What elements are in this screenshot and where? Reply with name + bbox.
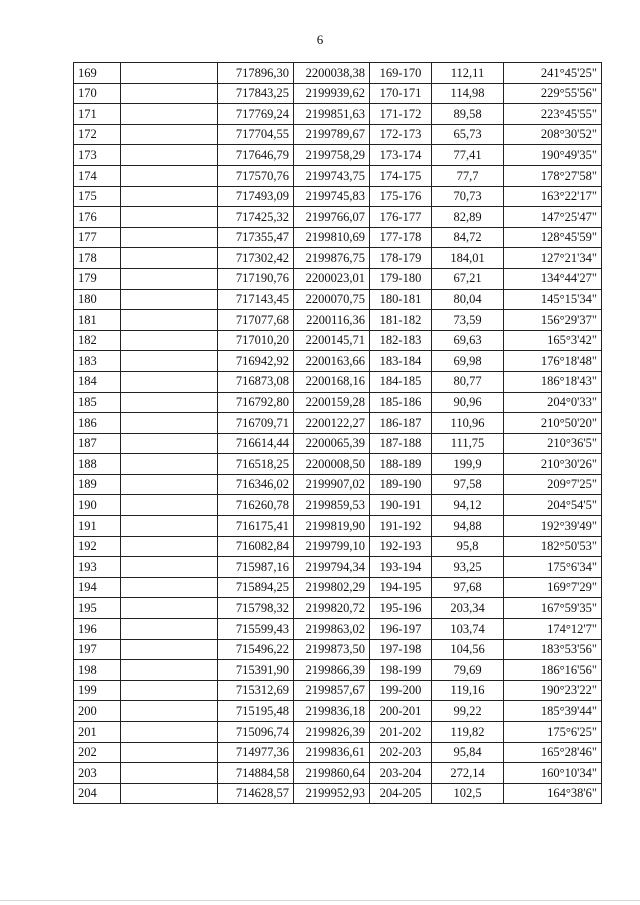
table-row	[74, 227, 602, 248]
segment-cell: 180-181	[370, 289, 432, 310]
bearing-cell: 165°3'42"	[504, 330, 602, 351]
bearing-cell: 163°22'17"	[504, 186, 602, 207]
y-coordinate-cell: 2200070,75	[294, 289, 370, 310]
segment-cell: 183-184	[370, 351, 432, 372]
length-cell: 73,59	[432, 310, 504, 331]
blank-cell	[121, 371, 218, 392]
length-cell: 77,7	[432, 165, 504, 186]
x-coordinate-cell: 714884,58	[218, 763, 294, 784]
table-row	[74, 722, 602, 743]
length-cell: 272,14	[432, 763, 504, 784]
table-row	[74, 310, 602, 331]
segment-cell: 171-172	[370, 104, 432, 125]
segment-cell: 197-198	[370, 639, 432, 660]
length-cell: 89,58	[432, 104, 504, 125]
point-number-cell: 189	[74, 474, 121, 495]
x-coordinate-cell: 716792,80	[218, 392, 294, 413]
bearing-cell: 178°27'58"	[504, 165, 602, 186]
table-row	[74, 763, 602, 784]
y-coordinate-cell: 2199851,63	[294, 104, 370, 125]
bearing-cell: 169°7'29"	[504, 577, 602, 598]
blank-cell	[121, 268, 218, 289]
length-cell: 70,73	[432, 186, 504, 207]
coordinates-table	[73, 62, 602, 804]
segment-cell: 204-205	[370, 783, 432, 804]
x-coordinate-cell: 717570,76	[218, 165, 294, 186]
blank-cell	[121, 557, 218, 578]
bearing-cell: 183°53'56"	[504, 639, 602, 660]
length-cell: 119,16	[432, 680, 504, 701]
blank-cell	[121, 83, 218, 104]
bearing-cell: 192°39'49"	[504, 516, 602, 537]
length-cell: 84,72	[432, 227, 504, 248]
bearing-cell: 204°54'5"	[504, 495, 602, 516]
x-coordinate-cell: 715096,74	[218, 722, 294, 743]
blank-cell	[121, 577, 218, 598]
segment-cell: 182-183	[370, 330, 432, 351]
blank-cell	[121, 392, 218, 413]
table-row	[74, 701, 602, 722]
segment-cell: 181-182	[370, 310, 432, 331]
segment-cell: 178-179	[370, 248, 432, 269]
length-cell: 82,89	[432, 207, 504, 228]
point-number-cell: 174	[74, 165, 121, 186]
segment-cell: 202-203	[370, 742, 432, 763]
x-coordinate-cell: 717769,24	[218, 104, 294, 125]
point-number-cell: 190	[74, 495, 121, 516]
point-number-cell: 188	[74, 454, 121, 475]
segment-cell: 172-173	[370, 124, 432, 145]
x-coordinate-cell: 717896,30	[218, 63, 294, 84]
blank-cell	[121, 186, 218, 207]
point-number-cell: 181	[74, 310, 121, 331]
point-number-cell: 191	[74, 516, 121, 537]
segment-cell: 189-190	[370, 474, 432, 495]
y-coordinate-cell: 2199794,34	[294, 557, 370, 578]
blank-cell	[121, 680, 218, 701]
length-cell: 80,77	[432, 371, 504, 392]
y-coordinate-cell: 2199745,83	[294, 186, 370, 207]
blank-cell	[121, 330, 218, 351]
table-row	[74, 124, 602, 145]
bearing-cell: 128°45'59"	[504, 227, 602, 248]
y-coordinate-cell: 2199836,61	[294, 742, 370, 763]
segment-cell: 174-175	[370, 165, 432, 186]
x-coordinate-cell: 716614,44	[218, 433, 294, 454]
bearing-cell: 204°0'33"	[504, 392, 602, 413]
table-row	[74, 330, 602, 351]
bearing-cell: 176°18'48"	[504, 351, 602, 372]
table-row	[74, 104, 602, 125]
point-number-cell: 193	[74, 557, 121, 578]
x-coordinate-cell: 717355,47	[218, 227, 294, 248]
y-coordinate-cell: 2200122,27	[294, 413, 370, 434]
point-number-cell: 192	[74, 536, 121, 557]
bearing-cell: 209°7'25"	[504, 474, 602, 495]
x-coordinate-cell: 717190,76	[218, 268, 294, 289]
segment-cell: 176-177	[370, 207, 432, 228]
table-row	[74, 392, 602, 413]
y-coordinate-cell: 2199939,62	[294, 83, 370, 104]
y-coordinate-cell: 2199873,50	[294, 639, 370, 660]
blank-cell	[121, 722, 218, 743]
x-coordinate-cell: 717646,79	[218, 145, 294, 166]
bearing-cell: 223°45'55"	[504, 104, 602, 125]
table-row	[74, 207, 602, 228]
segment-cell: 198-199	[370, 660, 432, 681]
x-coordinate-cell: 715599,43	[218, 619, 294, 640]
bearing-cell: 134°44'27"	[504, 268, 602, 289]
table-row	[74, 165, 602, 186]
table-row	[74, 83, 602, 104]
y-coordinate-cell: 2199857,67	[294, 680, 370, 701]
blank-cell	[121, 660, 218, 681]
point-number-cell: 198	[74, 660, 121, 681]
segment-cell: 177-178	[370, 227, 432, 248]
bearing-cell: 210°30'26"	[504, 454, 602, 475]
table-row	[74, 186, 602, 207]
table-row	[74, 783, 602, 804]
y-coordinate-cell: 2199876,75	[294, 248, 370, 269]
table-row	[74, 289, 602, 310]
table-row	[74, 660, 602, 681]
point-number-cell: 187	[74, 433, 121, 454]
length-cell: 104,56	[432, 639, 504, 660]
table-row	[74, 536, 602, 557]
bearing-cell: 145°15'34"	[504, 289, 602, 310]
bearing-cell: 164°38'6"	[504, 783, 602, 804]
blank-cell	[121, 124, 218, 145]
bearing-cell: 127°21'34"	[504, 248, 602, 269]
y-coordinate-cell: 2199789,67	[294, 124, 370, 145]
segment-cell: 188-189	[370, 454, 432, 475]
length-cell: 95,8	[432, 536, 504, 557]
table-row	[74, 639, 602, 660]
segment-cell: 195-196	[370, 598, 432, 619]
table-row	[74, 63, 602, 84]
table-row	[74, 145, 602, 166]
segment-cell: 191-192	[370, 516, 432, 537]
y-coordinate-cell: 2199826,39	[294, 722, 370, 743]
bearing-cell: 147°25'47"	[504, 207, 602, 228]
table-row	[74, 557, 602, 578]
segment-cell: 175-176	[370, 186, 432, 207]
segment-cell: 170-171	[370, 83, 432, 104]
y-coordinate-cell: 2199859,53	[294, 495, 370, 516]
segment-cell: 192-193	[370, 536, 432, 557]
bearing-cell: 156°29'37"	[504, 310, 602, 331]
table-row	[74, 577, 602, 598]
length-cell: 97,68	[432, 577, 504, 598]
point-number-cell: 204	[74, 783, 121, 804]
point-number-cell: 201	[74, 722, 121, 743]
point-number-cell: 194	[74, 577, 121, 598]
blank-cell	[121, 783, 218, 804]
point-number-cell: 200	[74, 701, 121, 722]
x-coordinate-cell: 716518,25	[218, 454, 294, 475]
table-row	[74, 413, 602, 434]
length-cell: 114,98	[432, 83, 504, 104]
x-coordinate-cell: 716873,08	[218, 371, 294, 392]
bearing-cell: 185°39'44"	[504, 701, 602, 722]
bearing-cell: 210°50'20"	[504, 413, 602, 434]
bearing-cell: 186°16'56"	[504, 660, 602, 681]
blank-cell	[121, 495, 218, 516]
point-number-cell: 182	[74, 330, 121, 351]
length-cell: 94,12	[432, 495, 504, 516]
blank-cell	[121, 516, 218, 537]
length-cell: 102,5	[432, 783, 504, 804]
segment-cell: 196-197	[370, 619, 432, 640]
point-number-cell: 176	[74, 207, 121, 228]
length-cell: 93,25	[432, 557, 504, 578]
x-coordinate-cell: 717425,32	[218, 207, 294, 228]
segment-cell: 184-185	[370, 371, 432, 392]
y-coordinate-cell: 2199810,69	[294, 227, 370, 248]
length-cell: 69,63	[432, 330, 504, 351]
length-cell: 112,11	[432, 63, 504, 84]
x-coordinate-cell: 716260,78	[218, 495, 294, 516]
x-coordinate-cell: 717143,45	[218, 289, 294, 310]
x-coordinate-cell: 715496,22	[218, 639, 294, 660]
x-coordinate-cell: 716709,71	[218, 413, 294, 434]
y-coordinate-cell: 2199836,18	[294, 701, 370, 722]
segment-cell: 193-194	[370, 557, 432, 578]
bearing-cell: 165°28'46"	[504, 742, 602, 763]
point-number-cell: 173	[74, 145, 121, 166]
point-number-cell: 185	[74, 392, 121, 413]
point-number-cell: 184	[74, 371, 121, 392]
point-number-cell: 175	[74, 186, 121, 207]
length-cell: 119,82	[432, 722, 504, 743]
length-cell: 94,88	[432, 516, 504, 537]
point-number-cell: 179	[74, 268, 121, 289]
y-coordinate-cell: 2200116,36	[294, 310, 370, 331]
y-coordinate-cell: 2199863,02	[294, 619, 370, 640]
blank-cell	[121, 207, 218, 228]
length-cell: 111,75	[432, 433, 504, 454]
length-cell: 90,96	[432, 392, 504, 413]
point-number-cell: 171	[74, 104, 121, 125]
y-coordinate-cell: 2200065,39	[294, 433, 370, 454]
point-number-cell: 203	[74, 763, 121, 784]
blank-cell	[121, 763, 218, 784]
y-coordinate-cell: 2200163,66	[294, 351, 370, 372]
point-number-cell: 197	[74, 639, 121, 660]
segment-cell: 186-187	[370, 413, 432, 434]
bearing-cell: 175°6'34"	[504, 557, 602, 578]
page-number: 6	[316, 32, 324, 47]
x-coordinate-cell: 715798,32	[218, 598, 294, 619]
segment-cell: 194-195	[370, 577, 432, 598]
segment-cell: 173-174	[370, 145, 432, 166]
table-row	[74, 248, 602, 269]
blank-cell	[121, 227, 218, 248]
y-coordinate-cell: 2199860,64	[294, 763, 370, 784]
table-row	[74, 433, 602, 454]
y-coordinate-cell: 2200023,01	[294, 268, 370, 289]
x-coordinate-cell: 715894,25	[218, 577, 294, 598]
segment-cell: 200-201	[370, 701, 432, 722]
x-coordinate-cell: 717077,68	[218, 310, 294, 331]
x-coordinate-cell: 717843,25	[218, 83, 294, 104]
length-cell: 65,73	[432, 124, 504, 145]
length-cell: 80,04	[432, 289, 504, 310]
blank-cell	[121, 165, 218, 186]
x-coordinate-cell: 716346,02	[218, 474, 294, 495]
segment-cell: 203-204	[370, 763, 432, 784]
length-cell: 110,96	[432, 413, 504, 434]
point-number-cell: 199	[74, 680, 121, 701]
x-coordinate-cell: 714977,36	[218, 742, 294, 763]
blank-cell	[121, 454, 218, 475]
y-coordinate-cell: 2199866,39	[294, 660, 370, 681]
table-row	[74, 516, 602, 537]
y-coordinate-cell: 2199952,93	[294, 783, 370, 804]
y-coordinate-cell: 2199820,72	[294, 598, 370, 619]
blank-cell	[121, 310, 218, 331]
y-coordinate-cell: 2200145,71	[294, 330, 370, 351]
point-number-cell: 186	[74, 413, 121, 434]
bearing-cell: 190°49'35"	[504, 145, 602, 166]
point-number-cell: 178	[74, 248, 121, 269]
x-coordinate-cell: 714628,57	[218, 783, 294, 804]
table-row	[74, 268, 602, 289]
segment-cell: 187-188	[370, 433, 432, 454]
blank-cell	[121, 248, 218, 269]
y-coordinate-cell: 2200168,16	[294, 371, 370, 392]
length-cell: 97,58	[432, 474, 504, 495]
length-cell: 199,9	[432, 454, 504, 475]
bearing-cell: 241°45'25"	[504, 63, 602, 84]
length-cell: 95,84	[432, 742, 504, 763]
blank-cell	[121, 474, 218, 495]
bearing-cell: 186°18'43"	[504, 371, 602, 392]
point-number-cell: 183	[74, 351, 121, 372]
bearing-cell: 160°10'34"	[504, 763, 602, 784]
segment-cell: 190-191	[370, 495, 432, 516]
blank-cell	[121, 619, 218, 640]
y-coordinate-cell: 2199799,10	[294, 536, 370, 557]
bearing-cell: 175°6'25"	[504, 722, 602, 743]
y-coordinate-cell: 2199819,90	[294, 516, 370, 537]
table-row	[74, 598, 602, 619]
point-number-cell: 170	[74, 83, 121, 104]
table-row	[74, 742, 602, 763]
blank-cell	[121, 104, 218, 125]
point-number-cell: 202	[74, 742, 121, 763]
blank-cell	[121, 289, 218, 310]
length-cell: 67,21	[432, 268, 504, 289]
bearing-cell: 208°30'52"	[504, 124, 602, 145]
blank-cell	[121, 701, 218, 722]
length-cell: 77,41	[432, 145, 504, 166]
table-row	[74, 619, 602, 640]
blank-cell	[121, 742, 218, 763]
segment-cell: 169-170	[370, 63, 432, 84]
y-coordinate-cell: 2199802,29	[294, 577, 370, 598]
point-number-cell: 195	[74, 598, 121, 619]
table-row	[74, 454, 602, 475]
coordinates-table-body	[74, 63, 602, 804]
blank-cell	[121, 351, 218, 372]
segment-cell: 199-200	[370, 680, 432, 701]
point-number-cell: 177	[74, 227, 121, 248]
point-number-cell: 172	[74, 124, 121, 145]
x-coordinate-cell: 717010,20	[218, 330, 294, 351]
table-row	[74, 351, 602, 372]
length-cell: 79,69	[432, 660, 504, 681]
table-row	[74, 371, 602, 392]
segment-cell: 201-202	[370, 722, 432, 743]
x-coordinate-cell: 717704,55	[218, 124, 294, 145]
blank-cell	[121, 433, 218, 454]
x-coordinate-cell: 716942,92	[218, 351, 294, 372]
segment-cell: 185-186	[370, 392, 432, 413]
blank-cell	[121, 413, 218, 434]
bearing-cell: 174°12'7"	[504, 619, 602, 640]
y-coordinate-cell: 2200038,38	[294, 63, 370, 84]
length-cell: 103,74	[432, 619, 504, 640]
bearing-cell: 229°55'56"	[504, 83, 602, 104]
x-coordinate-cell: 715391,90	[218, 660, 294, 681]
length-cell: 184,01	[432, 248, 504, 269]
y-coordinate-cell: 2199766,07	[294, 207, 370, 228]
y-coordinate-cell: 2199907,02	[294, 474, 370, 495]
segment-cell: 179-180	[370, 268, 432, 289]
x-coordinate-cell: 717493,09	[218, 186, 294, 207]
blank-cell	[121, 63, 218, 84]
length-cell: 203,34	[432, 598, 504, 619]
length-cell: 69,98	[432, 351, 504, 372]
length-cell: 99,22	[432, 701, 504, 722]
blank-cell	[121, 145, 218, 166]
y-coordinate-cell: 2199758,29	[294, 145, 370, 166]
x-coordinate-cell: 717302,42	[218, 248, 294, 269]
table-row	[74, 680, 602, 701]
table-row	[74, 474, 602, 495]
bearing-cell: 167°59'35"	[504, 598, 602, 619]
x-coordinate-cell: 716175,41	[218, 516, 294, 537]
blank-cell	[121, 536, 218, 557]
x-coordinate-cell: 715195,48	[218, 701, 294, 722]
y-coordinate-cell: 2199743,75	[294, 165, 370, 186]
table-row	[74, 495, 602, 516]
blank-cell	[121, 598, 218, 619]
y-coordinate-cell: 2200159,28	[294, 392, 370, 413]
x-coordinate-cell: 715312,69	[218, 680, 294, 701]
y-coordinate-cell: 2200008,50	[294, 454, 370, 475]
bearing-cell: 182°50'53"	[504, 536, 602, 557]
x-coordinate-cell: 715987,16	[218, 557, 294, 578]
point-number-cell: 169	[74, 63, 121, 84]
bearing-cell: 190°23'22"	[504, 680, 602, 701]
page-bottom-edge	[0, 900, 640, 901]
bearing-cell: 210°36'5"	[504, 433, 602, 454]
blank-cell	[121, 639, 218, 660]
x-coordinate-cell: 716082,84	[218, 536, 294, 557]
point-number-cell: 196	[74, 619, 121, 640]
point-number-cell: 180	[74, 289, 121, 310]
